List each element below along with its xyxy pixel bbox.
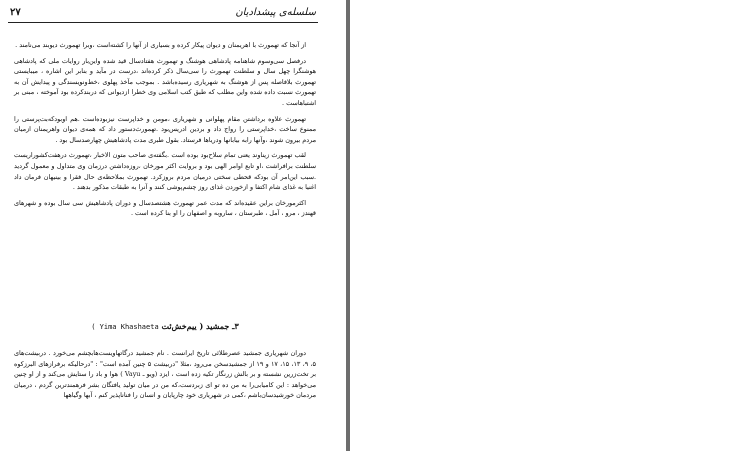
body-text [14, 40, 316, 224]
section-heading [14, 321, 316, 333]
section-body-text [14, 348, 316, 406]
right-page-blank [350, 0, 738, 451]
running-title: سلسله‌ی پیشدادیان [235, 7, 316, 18]
section-title: ۳ـ جمشید ( ییم‌خش‌ئت [161, 321, 239, 331]
left-page [0, 0, 346, 451]
paragraph: از آنجا که تهمورث با اهریمنان و دیوان پیکار کرده و بسیاری از آنها را کشته‌است ،وبرا تهمورث دیوبند می‌نامند . [15, 41, 306, 49]
paragraph: درفصل سی‌وسوم شاهنامه پادشاهی هوشنگ و تهمورث هفتادسال قید شده واین‌بار روایات ملی که پادشاهی هوشنگرا چهل سال و سلطنت تهمورث را سی‌سال ذکر کرده‌اند ،درست در مآید و بنابر این اشاره ، میبایستی تهمورث بلافاصله پس از هوشنگ به شهریاری رسیده‌باشد . بموجب مآخذ پهلوی ،خط‌ونویسندگی و پیدایش آن به تهمورث نسبت داده شده واین مطلب که طبق کتب اسلامی وی خطرا ازدیوانی که دربندکرده بود آموخته ، مبنی بر اشتباهاست . [14, 56, 316, 107]
paragraph: لقب تهمورث زیناوند یعنی تمام سلاح‌بود بوده است .بگفته‌ی صاحب متون الاخبار ،تهمورث درهفت‌کشوراریست سلطنت برافراشت ،او تابع اوامر الهی بود و بروایت اکثر مورخان ،روزه‌داشتن درزمان وی متداول و معمول گردید .سبب این‌امر آن بودکه قحطی سختی درمیان مردم بروزکرد. تهمورث بملاحظه‌ی حال فقرا و بینیهان فرمان داد اغنیا به غذای شام اکتفا و ازخوردن غذای روز چشم‌پوشی کنند و آنرا به طبقات مذکور بدهند . [14, 151, 316, 192]
paragraph: دوران شهریاری جمشید عصرطلائی تاریخ ایرانست . نام جمشید درگاتهاویست‌هابچشم می‌خورد . دربیشت‌های ۵، ۹، ۱۳، ۱۵، ۱۷ و ۱۹ از جمشیدسخن می‌رود ،مثلا "دربیشت ۵ چنین آمده است" : "درحالیکه برفرازهای البرزکوه بر تخت‌زرین نشسته و بر بالش زرنگار تکیه زده است ، ایزد (ویو ـ Vayu ) هوا و باد را ستایش می‌کند و از او چنین می‌خواهد : این کامیابی‌را به من ده تو ای زبردست،که من در میان تولید یافتگان بشر فرهمندترین گردم ، درمیان مردمان خورشیدسان‌باشم ،کمی در شهریاری خود چارپایان و انسان را فنانا‌پذیر کنم ، آبها وگیاهها [14, 349, 316, 400]
page-number: ۲۷ [10, 7, 21, 18]
page-header [8, 4, 318, 23]
paragraph: اکثرمورخان براین عقیده‌اند که مدت عمر تهمورث هشتصدسال و دوران پادشاهیش سی سال بوده و شهرهای قهندز ، مرو ، آمل ، طبرستان ، ساروبه و اصفهان را او بنا کرده است . [14, 198, 316, 218]
paragraph: تهمورث علاوه برداشتن مقام پهلوانی و شهریاری ،مومن و خداپرست نیزبوده‌است .هم اوبودکه‌بت‌پرستی را ممنوع ساخت ،خداپرستی را رواج داد و بردین ادریس‌بود .تهمورث‌دستور داد که همه‌ی دیوان واهریمنان ازمیان مردم بیرون شوند ،وآنها رابه بیابانها ودریاها فرستاد. بقول طبری مدت پادشاهیش چهارصدسال بود . [14, 114, 316, 144]
section-title-latin: Yima Khashaeta ) [91, 323, 159, 331]
